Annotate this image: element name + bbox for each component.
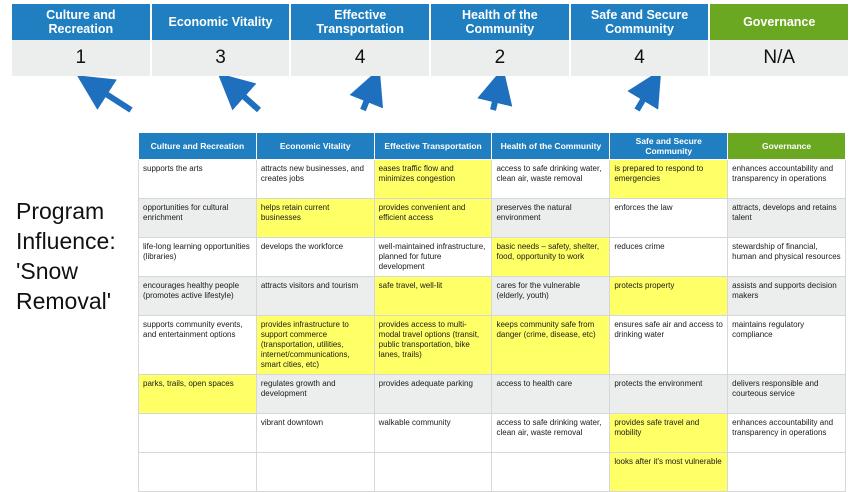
matrix-cell: provides safe travel and mobility (610, 414, 728, 453)
header-cell-health-of-the-community: Health of the Community (431, 4, 571, 40)
table-row (139, 199, 846, 238)
matrix-cell: develops the workforce (256, 238, 374, 277)
matrix-cell: supports community events, and entertainment options (139, 316, 257, 375)
matrix-cell: provides adequate parking (374, 375, 492, 414)
matrix-cell: attracts, develops and retains talent (728, 199, 846, 238)
matrix-cell (139, 414, 257, 453)
header-cell-safe-and-secure-community: Safe and Secure Community (571, 4, 711, 40)
matrix-cell: looks after it's most vulnerable (610, 453, 728, 492)
arrow-to-safe-and-secure-community (637, 85, 652, 110)
influence-matrix-table (138, 132, 846, 492)
matrix-cell: access to safe drinking water, clean air, waste removal (492, 414, 610, 453)
matrix-cell: stewardship of financial, human and physical resources (728, 238, 846, 277)
caption-line-3: 'Snow (16, 258, 78, 284)
matrix-cell: cares for the vulnerable (elderly, youth) (492, 277, 610, 316)
matrix-header-row (139, 133, 846, 160)
matrix-cell: access to safe drinking water, clean air, waste removal (492, 160, 610, 199)
matrix-cell (256, 453, 374, 492)
matrix-cell: ensures safe air and access to drinking water (610, 316, 728, 375)
score-economic-vitality: 3 (152, 40, 292, 76)
matrix-cell: parks, trails, open spaces (139, 375, 257, 414)
matrix-header-economic-vitality: Economic Vitality (256, 133, 374, 160)
table-row (139, 316, 846, 375)
matrix-cell: regulates growth and development (256, 375, 374, 414)
score-health-of-the-community: 2 (431, 40, 571, 76)
matrix-cell (139, 453, 257, 492)
score-governance: N/A (763, 47, 796, 68)
matrix-cell: preserves the natural environment (492, 199, 610, 238)
arrow-to-economic-vitality (231, 85, 259, 110)
matrix-cell: provides access to multi-modal travel options (transit, public transportation, bike lanes, trails) (374, 316, 492, 375)
caption-line-2: Influence: (16, 228, 116, 254)
matrix-cell: protects the environment (610, 375, 728, 414)
matrix-cell: delivers responsible and courteous service (728, 375, 846, 414)
matrix-cell: enhances accountability and transparency in operations (728, 160, 846, 199)
table-row (139, 277, 846, 316)
table-row (139, 414, 846, 453)
matrix-cell: assists and supports decision makers (728, 277, 846, 316)
arrow-to-health-of-the-community (493, 85, 499, 110)
matrix-cell: provides infrastructure to support commerce (transportation, utilities, internet/communications, smart cities, etc) (256, 316, 374, 375)
header-cell-governance: Governance (710, 4, 848, 40)
matrix-cell: provides convenient and efficient access (374, 199, 492, 238)
matrix-cell: walkable community (374, 414, 492, 453)
matrix-header-effective-transportation: Effective Transportation (374, 133, 492, 160)
header-cell-economic-vitality: Economic Vitality (152, 4, 292, 40)
scorecard-header-band (12, 4, 848, 40)
program-influence-caption (16, 196, 134, 316)
matrix-cell: attracts visitors and tourism (256, 277, 374, 316)
matrix-cell (492, 453, 610, 492)
score-effective-transportation: 4 (291, 40, 431, 76)
table-row (139, 238, 846, 277)
matrix-cell: keeps community safe from danger (crime, disease, etc) (492, 316, 610, 375)
matrix-cell: maintains regulatory compliance (728, 316, 846, 375)
matrix-cell: helps retain current businesses (256, 199, 374, 238)
matrix-header-safe-and-secure-community: Safe and Secure Community (610, 133, 728, 160)
matrix-cell: is prepared to respond to emergencies (610, 160, 728, 199)
header-cell-effective-transportation: Effective Transportation (291, 4, 431, 40)
matrix-cell (728, 453, 846, 492)
arrow-to-effective-transportation (363, 85, 373, 110)
matrix-cell: access to health care (492, 375, 610, 414)
arrow-group (0, 76, 859, 134)
matrix-header-culture-and-recreation: Culture and Recreation (139, 133, 257, 160)
matrix-cell: life-long learning opportunities (libraries) (139, 238, 257, 277)
caption-line-4: Removal' (16, 288, 112, 314)
caption-line-1: Program (16, 198, 105, 224)
table-row (139, 453, 846, 492)
arrow-to-culture-and-recreation (92, 85, 131, 110)
matrix-cell: reduces crime (610, 238, 728, 277)
table-row (139, 160, 846, 199)
header-cell-culture-and-recreation: Culture and Recreation (12, 4, 152, 40)
matrix-cell: vibrant downtown (256, 414, 374, 453)
matrix-cell: protects property (610, 277, 728, 316)
matrix-cell: eases traffic flow and minimizes congestion (374, 160, 492, 199)
matrix-cell: supports the arts (139, 160, 257, 199)
matrix-cell: safe travel, well-lit (374, 277, 492, 316)
matrix-cell: opportunities for cultural enrichment (139, 199, 257, 238)
matrix-cell: encourages healthy people (promotes active lifestyle) (139, 277, 257, 316)
matrix-header-health-of-the-community: Health of the Community (492, 133, 610, 160)
table-row (139, 375, 846, 414)
matrix-cell (374, 453, 492, 492)
score-safe-and-secure-community: 4 (571, 40, 711, 76)
matrix-cell: enhances accountability and transparency in operations (728, 414, 846, 453)
matrix-cell: basic needs – safety, shelter, food, opportunity to work (492, 238, 610, 277)
score-band (12, 40, 848, 76)
matrix-cell: enforces the law (610, 199, 728, 238)
matrix-header-governance: Governance (728, 133, 846, 160)
matrix-cell: well-maintained infrastructure, planned for future development (374, 238, 492, 277)
score-culture-and-recreation: 1 (12, 40, 152, 76)
matrix-cell: attracts new businesses, and creates jobs (256, 160, 374, 199)
